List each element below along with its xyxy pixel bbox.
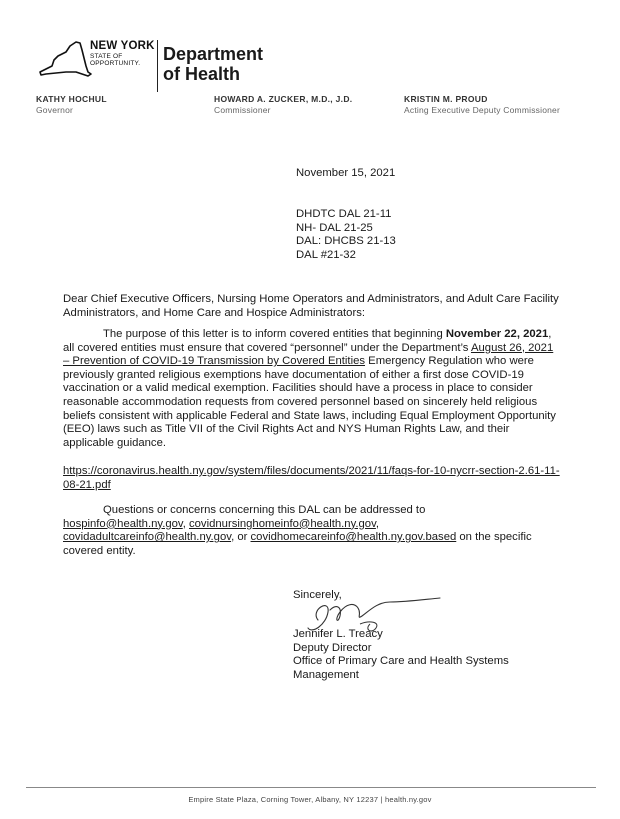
ny-state-tagline xyxy=(90,53,140,67)
signer-title: Deputy Director xyxy=(293,641,372,654)
signer-block xyxy=(293,628,509,682)
reference-codes xyxy=(296,208,396,262)
email-link-homecare[interactable]: covidhomecareinfo@health.ny.gov.based xyxy=(250,531,457,544)
officer-title: Commissioner xyxy=(214,105,271,115)
ny-state-name: NEW YORK xyxy=(90,40,155,52)
department-line-1: Department xyxy=(163,44,264,64)
reference-line: NH- DAL 21-25 xyxy=(296,221,373,234)
faq-url[interactable]: https://coronavirus.health.ny.gov/system/files/documents/2021/11/faqs-for-10-nycrr-section-2.61-11-08-21.pdf xyxy=(63,465,560,491)
department-line-2: of Health xyxy=(163,64,241,84)
ny-state-logo xyxy=(36,36,166,86)
signer-office: Office of Primary Care and Health Systems xyxy=(293,655,509,668)
email-link-nursinghome[interactable]: covidnursinghomeinfo@health.ny.gov xyxy=(189,517,376,530)
department-title xyxy=(163,44,263,84)
officer-name: KRISTIN M. PROUD xyxy=(404,94,488,104)
regulation-link[interactable]: August 26, 2021 – Prevention of COVID-19 Transmission by Covered Entities xyxy=(63,341,554,368)
tagline-line-1: STATE OF xyxy=(90,53,123,60)
signer-name: Jennifer L. Treacy xyxy=(293,628,383,640)
reference-line: DAL #21-32 xyxy=(296,248,356,261)
signer-office: Management xyxy=(293,668,359,681)
body-paragraph-2 xyxy=(63,504,563,558)
closing: Sincerely, xyxy=(293,589,342,601)
footer-divider xyxy=(26,787,596,788)
effective-date: November 22, 2021 xyxy=(445,328,549,340)
salutation: Dear Chief Executive Officers, Nursing Home Operators and Administrators, and Adult Care Facility Administrators, and Home Care and Hospice Administrators: xyxy=(63,293,559,319)
para-text: Emergency Regulation who were previously granted religious exemptions have documentation of either a first dose COVID-19 vaccination or a valid medical exemption. Facilities should have a process in place to consider reasonable accommodation requests from covered personnel based on sincerely held religious beliefs consistent with applicable Federal and State laws, including Equal Employment Opportunity (EEO) laws such as Title VII of the Civil Rights Act and NYS Human Rights Law, and their applicable guidance. xyxy=(63,355,556,449)
letterhead-divider xyxy=(157,40,158,92)
separator: , xyxy=(182,517,189,530)
para-text: , all covered entities must ensure that covered “personnel” under the Department’s xyxy=(63,328,552,354)
body-paragraph-1 xyxy=(63,328,561,450)
faq-link[interactable] xyxy=(63,465,561,492)
email-link-hospinfo[interactable]: hospinfo@health.ny.gov xyxy=(63,517,183,530)
separator: , or xyxy=(231,531,251,544)
email-link-adultcare[interactable]: covidadultcareinfo@health.ny.gov xyxy=(63,531,232,544)
officer-title: Acting Executive Deputy Commissioner xyxy=(404,105,561,115)
officer-name: KATHY HOCHUL xyxy=(36,94,107,104)
footer-address: Empire State Plaza, Corning Tower, Albany, NY 12237 | health.ny.gov xyxy=(188,795,432,804)
officer-governor xyxy=(36,94,107,115)
tagline-line-2: OPPORTUNITY. xyxy=(90,60,141,67)
reference-line: DAL: DHCBS 21-13 xyxy=(296,235,396,248)
separator: , xyxy=(375,517,380,530)
officer-deputy xyxy=(404,94,560,115)
para-text: Questions or concerns concerning this DAL can be addressed to xyxy=(103,504,426,516)
officer-name: HOWARD A. ZUCKER, M.D., J.D. xyxy=(214,94,353,104)
officer-title: Governor xyxy=(36,105,74,115)
reference-line: DHDTC DAL 21-11 xyxy=(296,208,392,220)
para-text: The purpose of this letter is to inform covered entities that beginning xyxy=(103,328,446,340)
officer-commissioner xyxy=(214,94,352,115)
para-text: on the specific covered entity. xyxy=(63,531,532,557)
ny-state-outline-icon xyxy=(36,36,96,81)
letter-date: November 15, 2021 xyxy=(296,167,396,179)
